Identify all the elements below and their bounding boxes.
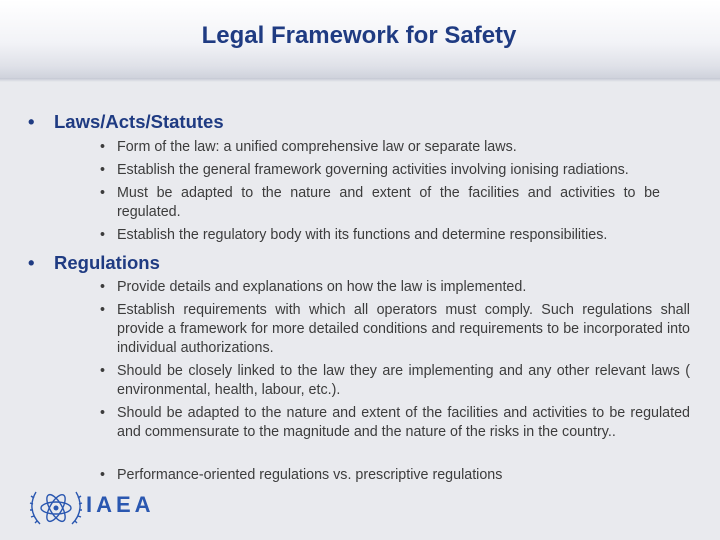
list-item-text: Provide details and explanations on how the law is implemented. (117, 279, 527, 295)
list-item-text: Establish requirements with which all operators must comply. Such regulations shall provide a framework for more detailed conditions and requirements to be incorporated into individual authorizations. (117, 302, 690, 356)
list-item (100, 362, 690, 400)
list-item (100, 226, 690, 245)
iaea-logo-text: IAEA (86, 492, 155, 517)
list-item-text: Establish the regulatory body with its functions and determine responsibilities. (117, 227, 608, 243)
list-item-text: Should be closely linked to the law they are implementing and any other relevant laws ( environmental, health, labour, etc.). (117, 363, 690, 398)
bullet: • (100, 227, 106, 243)
bullet: • (100, 302, 106, 318)
list-item (100, 404, 690, 442)
section-heading-regulations (28, 252, 160, 274)
list-item-text: Form of the law: a unified comprehensive law or separate laws. (117, 139, 517, 155)
bullet: • (28, 111, 35, 132)
list-item (100, 278, 690, 297)
bullet: • (100, 363, 106, 379)
bullet: • (100, 162, 106, 178)
list-item-text: Establish the general framework governing activities involving ionising radiations. (117, 162, 629, 178)
list-item (100, 301, 690, 358)
list-item (100, 466, 690, 485)
bullet: • (28, 252, 35, 273)
list-item (100, 184, 660, 222)
bullet: • (100, 279, 106, 295)
list-item (100, 161, 690, 180)
slide-title: Legal Framework for Safety (201, 22, 517, 49)
list-item-text: Must be adapted to the nature and extent of the facilities and activities to be regulated. (117, 185, 660, 220)
bullet: • (100, 185, 106, 201)
list-item-text: Performance-oriented regulations vs. prescriptive regulations (117, 467, 503, 483)
section-heading-label: Regulations (54, 252, 160, 273)
section-heading-laws (28, 111, 224, 133)
bullet: • (100, 405, 106, 421)
bullet: • (100, 139, 106, 155)
list-item (100, 138, 690, 157)
title-divider (0, 78, 720, 82)
list-item-text: Should be adapted to the nature and extent of the facilities and activities to be regulated and commensurate to the magnitude and the nature of the risks in the country.. (117, 405, 690, 440)
bullet: • (100, 467, 106, 483)
section-heading-label: Laws/Acts/Statutes (54, 111, 224, 132)
